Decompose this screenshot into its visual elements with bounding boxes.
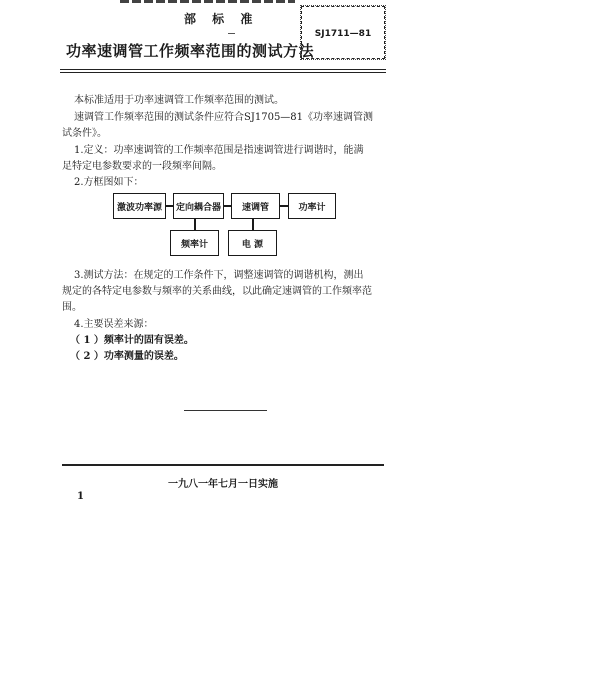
- error-item-1: （ 1 ）频率计的固有误差。: [70, 335, 194, 346]
- diagram-box-coupler: 定向耦合器: [173, 193, 224, 219]
- connector-coupler-frequency-meter: [194, 219, 196, 230]
- diagram-box-frequency-meter: 频率计: [170, 230, 219, 256]
- connector-source-coupler: [166, 205, 173, 207]
- footer-rule: [62, 464, 384, 466]
- connector-klystron-power-meter: [280, 205, 288, 207]
- paragraph-conditions-line1: 速调管工作频率范围的测试条件应符合SJ1705—81《功率速调管测: [74, 112, 374, 123]
- top-cropped-text: [120, 0, 295, 3]
- connector-klystron-power-supply: [252, 219, 254, 230]
- small-mark: [228, 33, 235, 34]
- paragraph-error-sources: 4.主要误差来源：: [74, 319, 154, 330]
- standard-code-box: [301, 6, 385, 59]
- connector-coupler-klystron: [224, 205, 231, 207]
- effective-date: 一九八一年七月一日实施: [168, 479, 278, 490]
- end-of-text-line: [184, 410, 267, 411]
- paragraph-definition-line1: 1.定义：功率速调管的工作频率范围是指速调管进行调谐时，能满: [74, 145, 364, 156]
- paragraph-definition-line2: 足特定电参数要求的一段频率间隔。: [62, 161, 222, 172]
- document-title: 功率速调管工作频率范围的测试方法: [66, 42, 315, 60]
- error-item-2: （ 2 ）功率测量的误差。: [70, 351, 184, 362]
- header-rule: [60, 69, 386, 70]
- paragraph-method-line2: 规定的各特定电参数与频率的关系曲线，以此确定速调管的工作频率范: [62, 286, 372, 297]
- header-rule-secondary: [60, 72, 386, 73]
- paragraph-scope: 本标准适用于功率速调管工作频率范围的测试。: [74, 95, 284, 106]
- paragraph-method-line1: 3.测试方法：在规定的工作条件下，调整速调管的调谐机构，测出: [74, 270, 364, 281]
- paragraph-diagram-intro: 2.方框图如下：: [74, 177, 144, 188]
- diagram-box-power-meter: 功率计: [288, 193, 336, 219]
- standard-category: 部 标 准: [184, 12, 259, 26]
- diagram-box-klystron: 速调管: [231, 193, 280, 219]
- page-number: 1: [77, 491, 84, 502]
- diagram-box-power-supply: 电 源: [228, 230, 277, 256]
- standard-code: SJ1711—81: [314, 29, 372, 39]
- diagram-box-source: 激波功率源: [113, 193, 166, 219]
- paragraph-method-line3: 围。: [62, 302, 82, 313]
- paragraph-conditions-line2: 试条件》。: [62, 128, 107, 139]
